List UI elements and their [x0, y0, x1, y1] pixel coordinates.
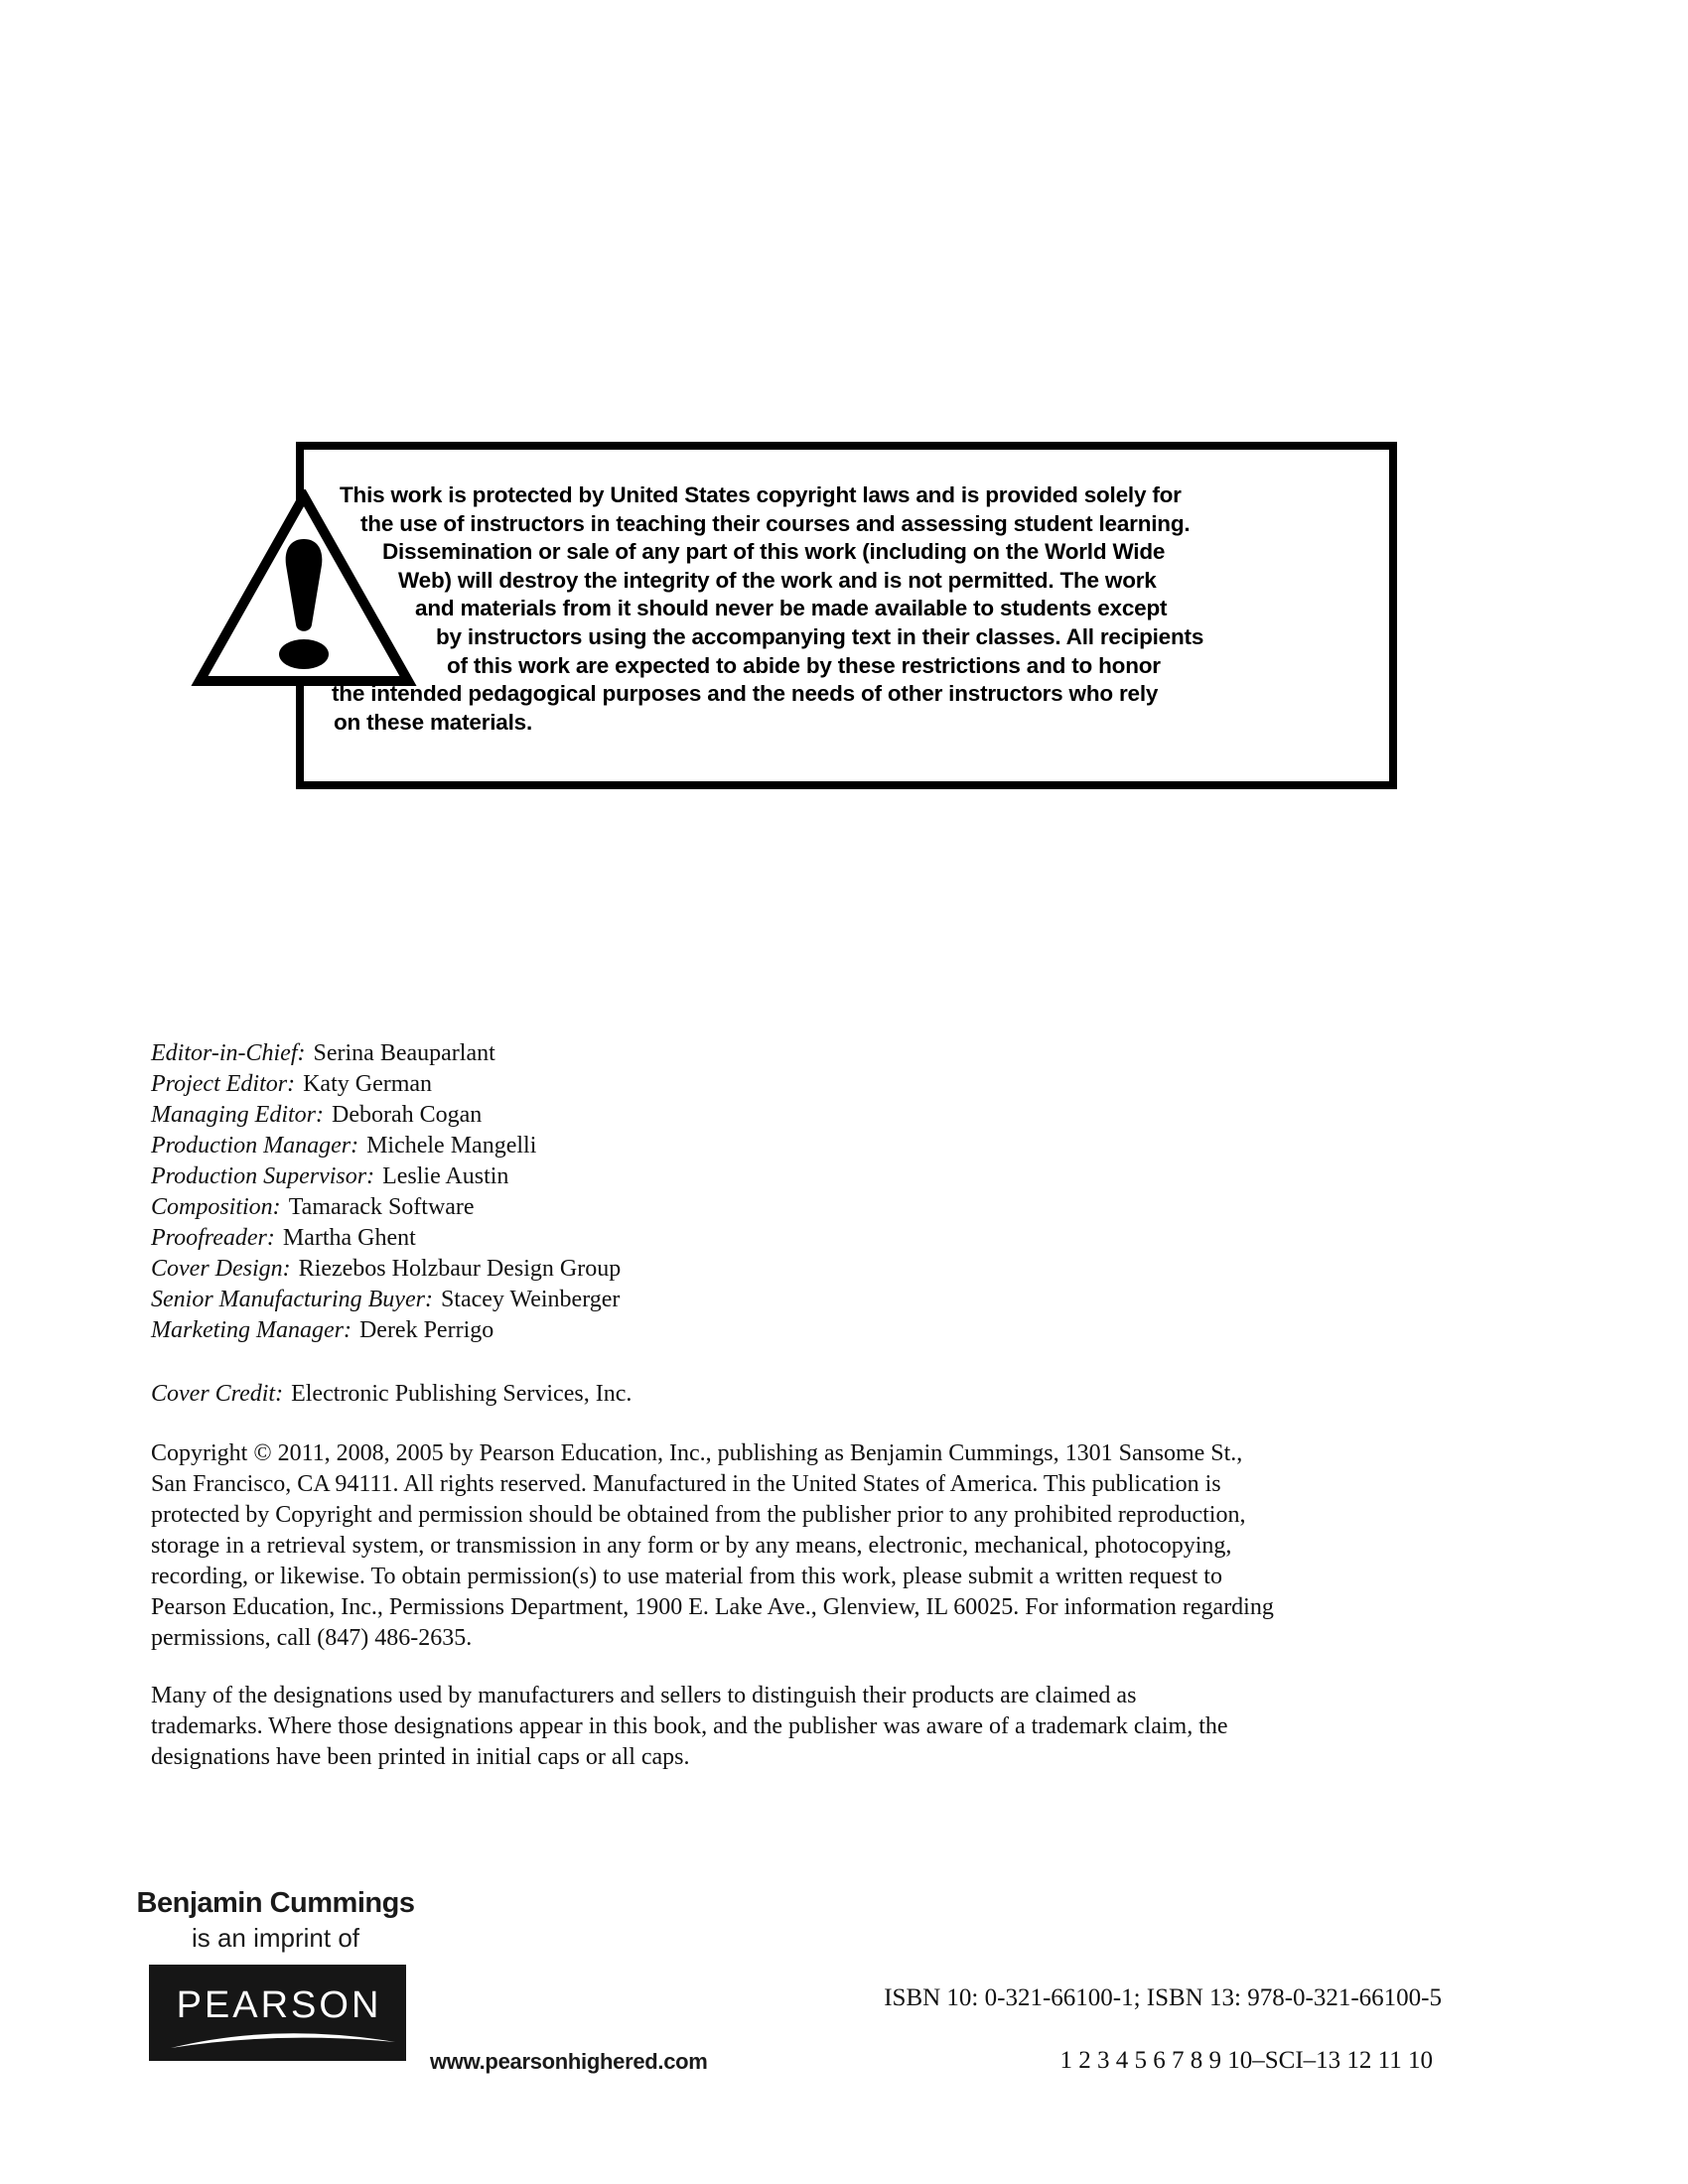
credit-value: Michele Mangelli — [366, 1133, 537, 1159]
credit-row — [151, 1192, 621, 1223]
copyright-paragraph — [151, 1438, 1274, 1654]
credits-list — [151, 1038, 621, 1346]
credit-label: Senior Manufacturing Buyer: — [151, 1287, 433, 1312]
credit-row — [151, 1285, 621, 1315]
credit-value: Serina Beauparlant — [313, 1040, 495, 1066]
credit-label: Production Manager: — [151, 1133, 359, 1159]
warning-line: the intended pedagogical purposes and the needs of other instructors who rely — [332, 681, 1159, 707]
printers-key-line: 1 2 3 4 5 6 7 8 9 10–SCI–13 12 11 10 — [1059, 2047, 1433, 2074]
paragraph-line: Copyright © 2011, 2008, 2005 by Pearson Education, Inc., publishing as Benjamin Cummings, 1301 Sansome St., — [151, 1440, 1243, 1466]
paragraph-line: trademarks. Where those designations appear in this book, and the publisher was aware of a trademark claim, the — [151, 1713, 1228, 1739]
credit-value: Katy German — [303, 1071, 433, 1097]
credit-value: Electronic Publishing Services, Inc. — [291, 1381, 633, 1407]
credit-value: Martha Ghent — [282, 1225, 416, 1251]
credit-label: Project Editor: — [151, 1071, 296, 1097]
credit-label: Managing Editor: — [151, 1102, 324, 1128]
credit-value: Stacey Weinberger — [440, 1287, 621, 1312]
credit-row — [151, 1223, 621, 1254]
warning-line: Web) will destroy the integrity of the work and is not permitted. The work — [398, 567, 1157, 593]
paragraph-line: recording, or likewise. To obtain permission(s) to use material from this work, please submit a written request to — [151, 1564, 1222, 1589]
credit-value: Deborah Cogan — [332, 1102, 483, 1128]
credit-label: Composition: — [151, 1194, 281, 1220]
paragraph-line: Many of the designations used by manufacturers and sellers to distinguish their products are claimed as — [151, 1683, 1137, 1708]
paragraph-line: Pearson Education, Inc., Permissions Department, 1900 E. Lake Ave., Glenview, IL 60025. For information regarding — [151, 1594, 1274, 1620]
credit-row — [151, 1069, 621, 1100]
credit-row — [151, 1131, 621, 1161]
publisher-website: www.pearsonhighered.com — [430, 2049, 708, 2074]
cover-credit-row — [151, 1379, 632, 1410]
imprint-name: Benjamin Cummings — [136, 1887, 415, 1919]
credit-row — [151, 1315, 621, 1346]
credit-value: Riezebos Holzbaur Design Group — [298, 1256, 622, 1282]
imprint-tagline: is an imprint of — [191, 1923, 360, 1953]
credit-row — [151, 1100, 621, 1131]
credit-row — [151, 1161, 621, 1192]
pearson-logo — [149, 1965, 406, 2061]
credit-label: Cover Credit: — [151, 1381, 284, 1407]
credit-label: Proofreader: — [151, 1225, 275, 1251]
pearson-swoosh-icon — [149, 1965, 406, 2061]
paragraph-line: storage in a retrieval system, or transmission in any form or by any means, electronic, mechanical, photocopying, — [151, 1533, 1232, 1559]
paragraph-line: San Francisco, CA 94111. All rights reserved. Manufactured in the United States of America. This publication is — [151, 1471, 1221, 1497]
warning-line: by instructors using the accompanying text in their classes. All recipients — [436, 623, 1204, 649]
imprint-block — [129, 1887, 422, 1954]
credit-row — [151, 1254, 621, 1285]
credit-label: Production Supervisor: — [151, 1163, 375, 1189]
warning-line: on these materials. — [334, 709, 533, 735]
isbn-line: ISBN 10: 0-321-66100-1; ISBN 13: 978-0-321-66100-5 — [884, 1984, 1442, 2011]
warning-line: This work is protected by United States copyright laws and is provided solely for — [340, 482, 1182, 507]
credit-label: Cover Design: — [151, 1256, 291, 1282]
copyright-warning-box — [296, 442, 1397, 789]
credit-value: Tamarack Software — [288, 1194, 475, 1220]
credit-label: Editor-in-Chief: — [151, 1040, 306, 1066]
credit-value: Leslie Austin — [382, 1163, 509, 1189]
warning-line: the use of instructors in teaching their courses and assessing student learning. — [360, 510, 1191, 536]
pearson-logo-text: PEARSON — [176, 1984, 382, 2026]
trademark-paragraph — [151, 1681, 1228, 1773]
credit-value: Derek Perrigo — [358, 1317, 494, 1343]
credit-row — [151, 1038, 621, 1069]
credit-label: Marketing Manager: — [151, 1317, 352, 1343]
paragraph-line: designations have been printed in initial caps or all caps. — [151, 1744, 690, 1770]
warning-line: Dissemination or sale of any part of this work (including on the World Wide — [382, 539, 1166, 565]
paragraph-line: permissions, call (847) 486-2635. — [151, 1625, 473, 1651]
warning-text — [304, 450, 1389, 737]
warning-line: of this work are expected to abide by these restrictions and to honor — [447, 652, 1161, 678]
warning-line: and materials from it should never be made available to students except — [415, 596, 1168, 621]
paragraph-line: protected by Copyright and permission should be obtained from the publisher prior to any prohibited reproduction, — [151, 1502, 1246, 1528]
